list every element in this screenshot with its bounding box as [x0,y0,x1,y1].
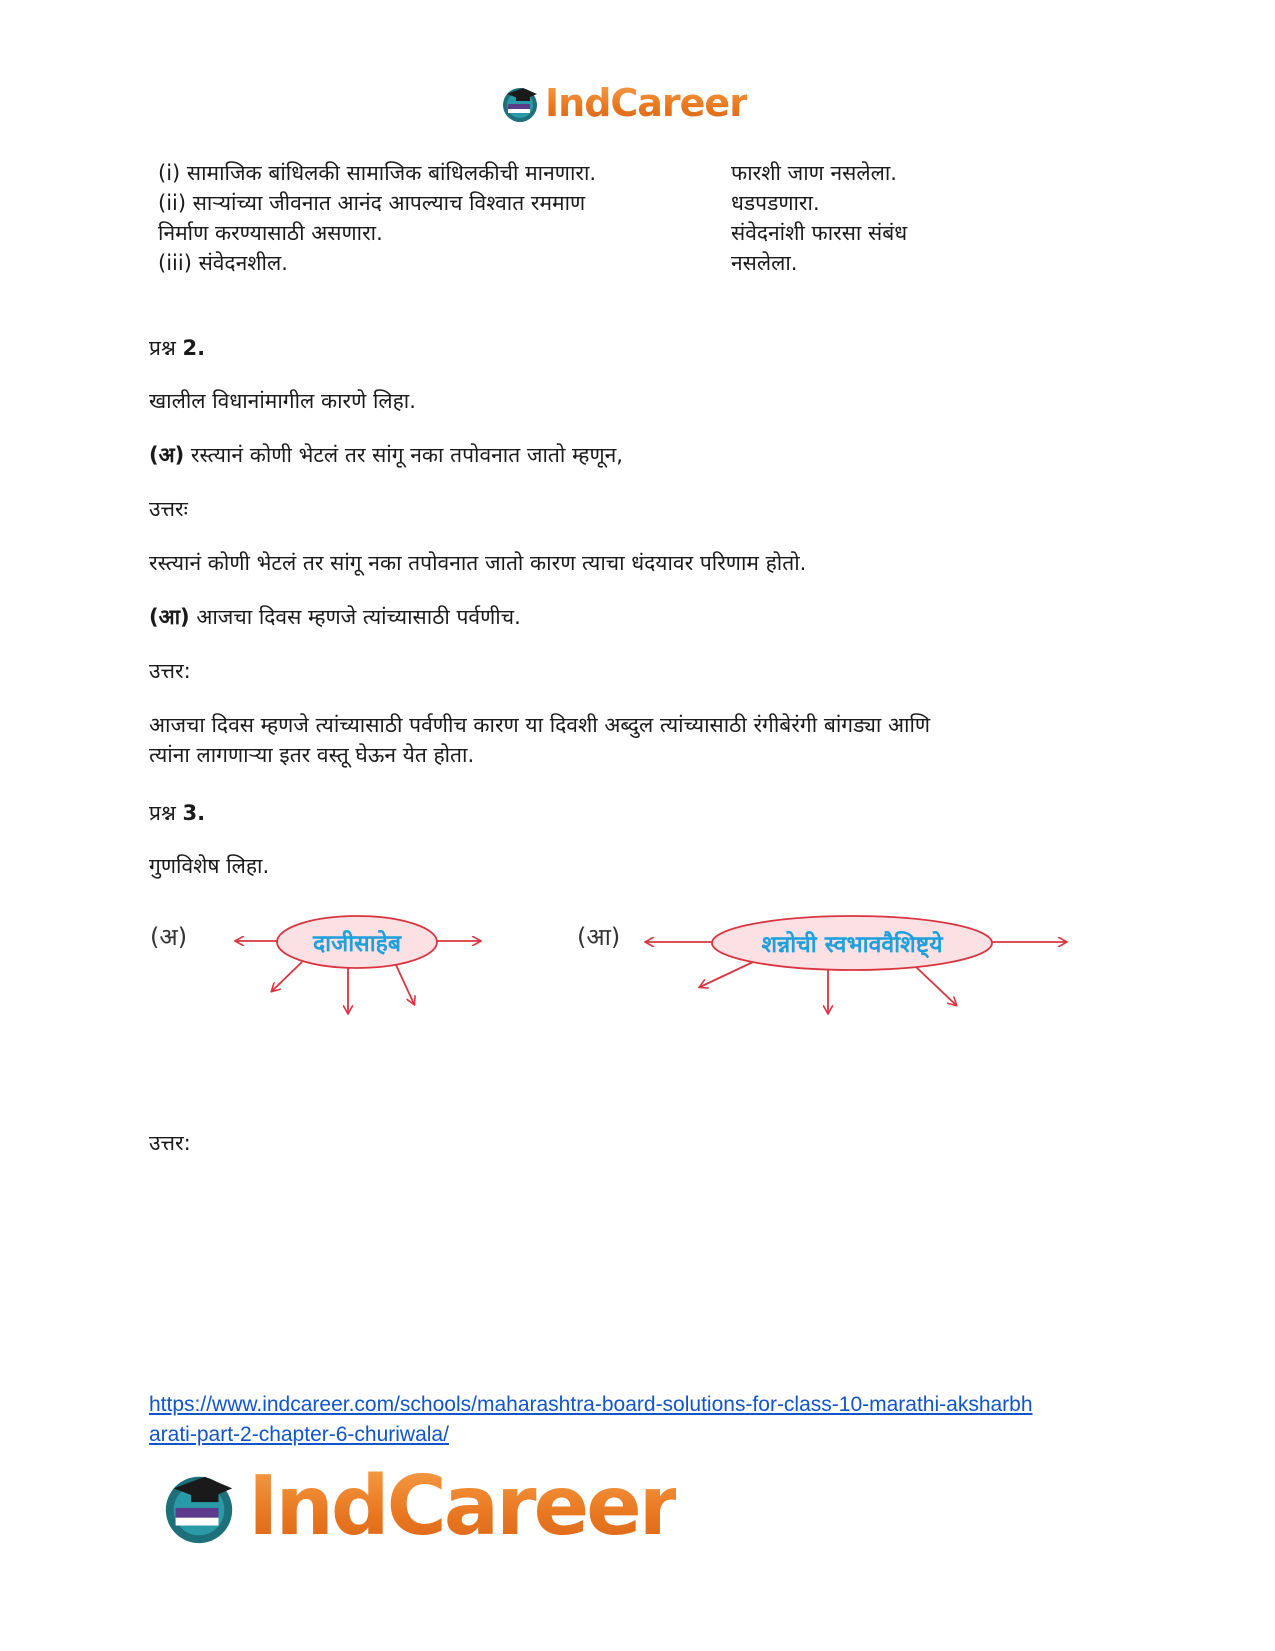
glossary-right-line: फारशी जाण नसलेला. [731,161,897,185]
diagram-b-center-label: शन्नोची स्वभाववैशिष्ट्ये [761,932,943,958]
q2-part-b-text: आजचा दिवस म्हणजे त्यांच्यासाठी पर्वणीच. [189,605,521,629]
q3-instruction: गुणविशेष लिहा. [149,854,270,878]
source-link-line: arati-part-2-chapter-6-churiwala/ [149,1423,449,1446]
q2-part-a-marker: (अ) [149,443,185,467]
graduation-globe-icon [158,1465,240,1547]
q3-label-prefix: प्रश्न [149,801,183,825]
q2-part-a-answer: रस्त्यानं कोणी भेटलं तर सांगू नका तपोवनात जातो कारण त्याचा धंदयावर परिणाम होतो. [149,551,807,575]
q2-part-b-marker: (आ) [149,605,190,629]
q3-heading [149,798,1129,828]
q3-web-diagrams [140,915,1140,1035]
q2-label-prefix: प्रश्न [149,336,183,360]
q2-heading [149,333,1129,363]
glossary-left-column [158,158,718,278]
q2-part-a-text: रस्त्यानं कोणी भेटलं तर सांगू नका तपोवनात जातो म्हणून, [184,443,623,467]
q2-label-number: 2. [182,336,206,360]
q2-part-b-answer-line: आजचा दिवस म्हणजे त्यांच्यासाठी पर्वणीच कारण या दिवशी अब्दुल त्यांच्यासाठी रंगीबेरंगी बांगड्या आणि [149,713,931,737]
glossary-left-line: (i) सामाजिक बांधिलकी सामाजिक बांधिलकीची मानणारा. [158,161,597,185]
glossary-right-column [731,158,1031,278]
glossary-left-line: (ii) साऱ्यांच्या जीवनात आनंद आपल्याच विश्वात रममाण [158,191,586,215]
q2-part-b [149,602,1129,632]
diagram-b-marker: (आ) [577,923,621,951]
glossary-right-line: संवेदनांशी फारसा संबंध [731,221,908,245]
brand-wordmark: IndCareer [248,1458,677,1554]
q3-answer-label: उत्तर: [149,1131,191,1155]
diagram-a-center-label: दाजीसाहेब [312,931,402,957]
glossary-right-line: नसलेला. [731,251,798,275]
footer-logo [158,1458,676,1554]
q2-part-b-answer [149,710,1129,770]
q2-part-a [149,440,1129,470]
brand-wordmark: IndCareer [545,81,747,125]
diagram-a-marker: (अ) [150,923,188,951]
source-link-line: https://www.indcareer.com/schools/maharashtra-board-solutions-for-class-10-marathi-aksharbh [149,1393,1033,1416]
q2-part-b-answer-label: उत्तर: [149,659,191,683]
graduation-globe-icon [499,82,541,124]
q2-part-a-answer-label: उत्तरः [149,497,188,521]
header-logo [499,78,747,128]
q2-instruction: खालील विधानांमागील कारणे लिहा. [149,389,416,413]
q2-part-b-answer-line: त्यांना लागणाऱ्या इतर वस्तू घेऊन येत होता. [149,743,475,767]
q3-label-number: 3. [182,801,206,825]
glossary-left-line: (iii) संवेदनशील. [158,251,288,275]
glossary-left-line: निर्माण करण्यासाठी असणारा. [158,221,383,245]
glossary-right-line: धडपडणारा. [731,191,820,215]
source-link[interactable] [149,1390,1129,1450]
